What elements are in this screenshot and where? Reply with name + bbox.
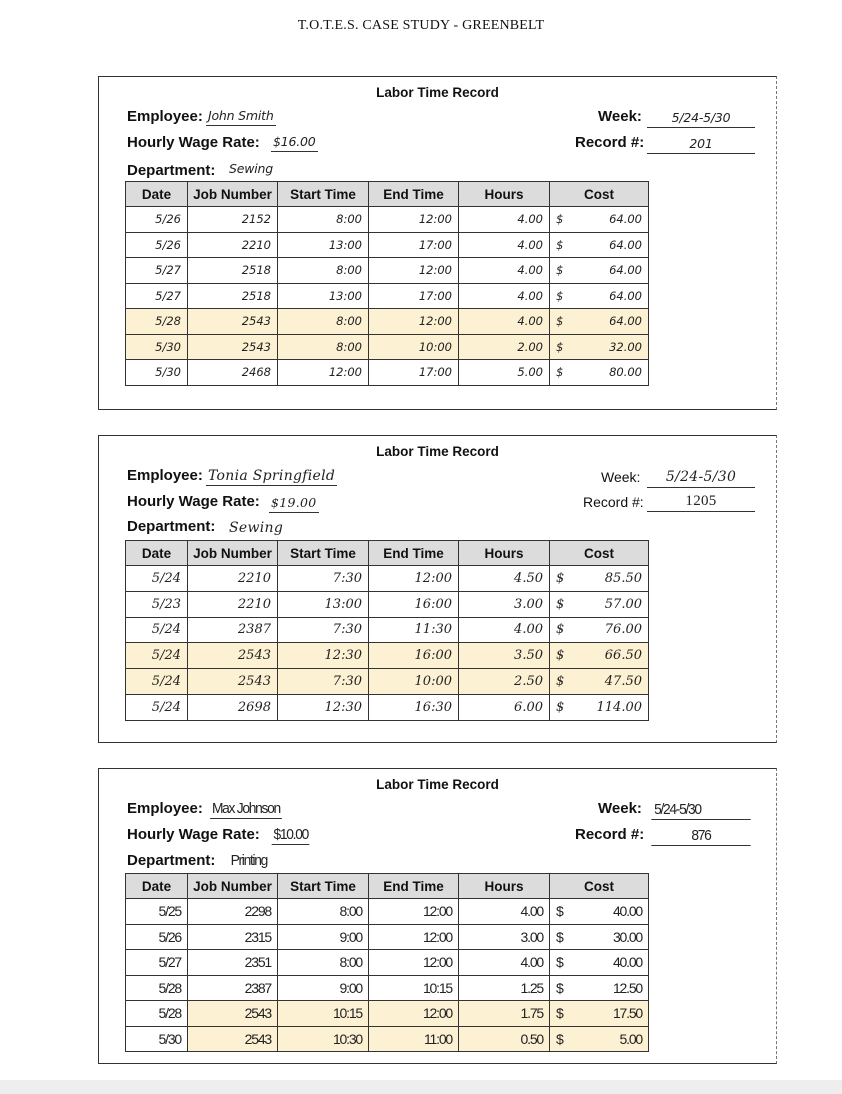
labor-time-record-2: [98, 435, 777, 743]
currency-symbol: $: [556, 648, 565, 664]
table-row: [126, 566, 649, 592]
table-row: [126, 950, 649, 976]
date-cell: 5/24: [126, 669, 188, 695]
page-title: T.O.T.E.S. CASE STUDY - GREENBELT: [297, 18, 545, 33]
column-header-end-time: End Time: [369, 874, 459, 899]
currency-symbol: $: [556, 954, 564, 971]
department-label: Department:: [127, 162, 216, 179]
column-header-hours: Hours: [459, 541, 550, 566]
currency-symbol: $: [556, 674, 565, 690]
table-header-row: [126, 874, 649, 899]
date-cell: 5/24: [126, 617, 188, 643]
table-row-highlighted: [126, 643, 649, 669]
department-value: Sewing: [229, 161, 273, 176]
hours-cell: 1.75: [459, 1001, 550, 1027]
table-row-highlighted: [126, 669, 649, 695]
cost-amount: 114.00: [596, 699, 642, 715]
currency-symbol: $: [556, 1005, 564, 1022]
currency-symbol: $: [556, 699, 565, 715]
hours-cell: 4.00: [459, 617, 550, 643]
job-number-cell: 2210: [188, 566, 278, 592]
cost-cell: [550, 950, 649, 976]
hours-cell: 6.00: [459, 694, 550, 720]
cost-amount: 64.00: [609, 237, 642, 252]
labor-table: [125, 873, 649, 1052]
table-row: [126, 899, 649, 925]
cost-amount: 40.00: [612, 903, 642, 920]
start-time-cell: 13:00: [278, 283, 369, 309]
hours-cell: 4.00: [459, 309, 550, 335]
cost-cell: [550, 566, 649, 592]
job-number-cell: 2152: [188, 207, 278, 233]
end-time-cell: 17:00: [369, 232, 459, 258]
job-number-cell: 2387: [188, 617, 278, 643]
cost-amount: 30.00: [612, 928, 642, 945]
record-number-value: 1205: [647, 492, 755, 512]
cost-cell: [550, 975, 649, 1001]
cost-cell: [550, 924, 649, 950]
start-time-cell: 7:30: [278, 669, 369, 695]
cost-amount: 40.00: [612, 954, 642, 971]
end-time-cell: 17:00: [369, 283, 459, 309]
table-row: [126, 694, 649, 720]
currency-symbol: $: [556, 288, 564, 303]
date-cell: 5/28: [126, 309, 188, 335]
hours-cell: 4.00: [459, 258, 550, 284]
currency-symbol: $: [556, 365, 564, 380]
job-number-cell: 2543: [188, 334, 278, 360]
currency-symbol: $: [556, 570, 565, 586]
start-time-cell: 13:00: [278, 232, 369, 258]
week-label: Week:: [598, 800, 642, 817]
hours-cell: 3.50: [459, 643, 550, 669]
job-number-cell: 2543: [188, 309, 278, 335]
start-time-cell: 9:00: [278, 975, 369, 1001]
start-time-cell: 8:00: [278, 207, 369, 233]
department-label: Department:: [127, 518, 216, 535]
cost-cell: [550, 643, 649, 669]
end-time-cell: 17:00: [369, 360, 459, 386]
currency-symbol: $: [556, 979, 564, 996]
table-row-highlighted: [126, 309, 649, 335]
column-header-cost: Cost: [550, 541, 649, 566]
table-header-row: [126, 182, 649, 207]
column-header-date: Date: [126, 182, 188, 207]
end-time-cell: 11:00: [369, 1026, 459, 1052]
labor-table: [125, 181, 649, 386]
week-value: 5/24-5/30: [647, 468, 755, 488]
currency-symbol: $: [556, 263, 564, 278]
cost-cell: [550, 694, 649, 720]
record-title: Labor Time Record: [376, 444, 499, 459]
record-number-label: Record #:: [575, 826, 645, 843]
hours-cell: 4.00: [459, 283, 550, 309]
date-cell: 5/26: [126, 924, 188, 950]
employee-label: Employee:: [127, 800, 203, 817]
currency-symbol: $: [556, 903, 564, 920]
table-row: [126, 283, 649, 309]
date-cell: 5/24: [126, 694, 188, 720]
job-number-cell: 2387: [188, 975, 278, 1001]
cost-amount: 76.00: [604, 622, 642, 638]
end-time-cell: 12:00: [369, 950, 459, 976]
start-time-cell: 8:00: [278, 258, 369, 284]
cost-amount: 5.00: [619, 1030, 642, 1047]
table-row-highlighted: [126, 334, 649, 360]
wage-value: $10.00: [273, 826, 308, 843]
hours-cell: 1.25: [459, 975, 550, 1001]
start-time-cell: 7:30: [278, 617, 369, 643]
end-time-cell: 12:00: [369, 566, 459, 592]
job-number-cell: 2543: [188, 1026, 278, 1052]
table-row: [126, 924, 649, 950]
cost-cell: [550, 1026, 649, 1052]
column-header-hours: Hours: [459, 182, 550, 207]
start-time-cell: 9:00: [278, 924, 369, 950]
column-header-start-time: Start Time: [278, 874, 369, 899]
start-time-cell: 13:00: [278, 591, 369, 617]
cost-amount: 64.00: [609, 288, 642, 303]
employee-value: John Smith: [206, 107, 276, 126]
hours-cell: 4.00: [459, 232, 550, 258]
end-time-cell: 16:30: [369, 694, 459, 720]
column-header-start-time: Start Time: [278, 182, 369, 207]
cost-amount: 64.00: [609, 263, 642, 278]
currency-symbol: $: [556, 928, 564, 945]
end-time-cell: 12:00: [369, 1001, 459, 1027]
employee-value: Tonia Springfield: [208, 468, 336, 484]
table-row: [126, 975, 649, 1001]
start-time-cell: 8:00: [278, 899, 369, 925]
page-bottom-strip: [0, 1080, 842, 1094]
job-number-cell: 2543: [188, 669, 278, 695]
start-time-cell: 8:00: [278, 334, 369, 360]
table-row: [126, 232, 649, 258]
end-time-cell: 12:00: [369, 207, 459, 233]
employee-value: Max Johnson: [211, 800, 280, 817]
record-number-label: Record #:: [575, 134, 645, 151]
end-time-cell: 12:00: [369, 258, 459, 284]
hours-cell: 3.00: [459, 591, 550, 617]
job-number-cell: 2351: [188, 950, 278, 976]
department-value: Printing: [230, 852, 268, 869]
table-row: [126, 617, 649, 643]
start-time-cell: 10:30: [278, 1026, 369, 1052]
employee-label: Employee:: [127, 108, 203, 125]
job-number-cell: 2210: [188, 591, 278, 617]
column-header-job-number: Job Number: [188, 182, 278, 207]
date-cell: 5/24: [126, 566, 188, 592]
hours-cell: 3.00: [459, 924, 550, 950]
date-cell: 5/27: [126, 258, 188, 284]
column-header-job-number: Job Number: [188, 541, 278, 566]
table-row: [126, 258, 649, 284]
job-number-cell: 2543: [188, 1001, 278, 1027]
start-time-cell: 12:30: [278, 643, 369, 669]
wage-value: $16.00: [271, 133, 318, 152]
cost-amount: 85.50: [604, 570, 642, 586]
column-header-end-time: End Time: [369, 541, 459, 566]
wage-label: Hourly Wage Rate:: [127, 134, 260, 151]
cost-cell: [550, 669, 649, 695]
date-cell: 5/25: [126, 899, 188, 925]
table-row-highlighted: [126, 1026, 649, 1052]
cost-amount: 32.00: [609, 339, 642, 354]
job-number-cell: 2468: [188, 360, 278, 386]
record-number-value: 201: [647, 134, 755, 154]
table-row: [126, 207, 649, 233]
table-header-row: [126, 541, 649, 566]
hours-cell: 4.00: [459, 950, 550, 976]
currency-symbol: $: [556, 212, 564, 227]
end-time-cell: 12:00: [369, 899, 459, 925]
column-header-date: Date: [126, 874, 188, 899]
end-time-cell: 10:00: [369, 669, 459, 695]
record-number-value: 876: [651, 826, 750, 846]
date-cell: 5/23: [126, 591, 188, 617]
hours-cell: 4.50: [459, 566, 550, 592]
cost-cell: [550, 232, 649, 258]
cost-cell: [550, 591, 649, 617]
wage-label: Hourly Wage Rate:: [127, 493, 260, 510]
end-time-cell: 10:00: [369, 334, 459, 360]
end-time-cell: 12:00: [369, 309, 459, 335]
table-row: [126, 591, 649, 617]
date-cell: 5/26: [126, 207, 188, 233]
job-number-cell: 2210: [188, 232, 278, 258]
currency-symbol: $: [556, 339, 564, 354]
date-cell: 5/28: [126, 1001, 188, 1027]
employee-label: Employee:: [127, 467, 203, 484]
hours-cell: 5.00: [459, 360, 550, 386]
job-number-cell: 2518: [188, 283, 278, 309]
column-header-end-time: End Time: [369, 182, 459, 207]
date-cell: 5/26: [126, 232, 188, 258]
labor-table: [125, 540, 649, 721]
cost-cell: [550, 360, 649, 386]
cost-amount: 66.50: [604, 648, 642, 664]
cost-amount: 80.00: [609, 365, 642, 380]
job-number-cell: 2518: [188, 258, 278, 284]
cost-amount: 47.50: [604, 674, 642, 690]
record-title: Labor Time Record: [376, 777, 499, 792]
currency-symbol: $: [556, 1030, 564, 1047]
cost-amount: 64.00: [609, 212, 642, 227]
record-title: Labor Time Record: [376, 85, 499, 100]
department-label: Department:: [127, 852, 216, 869]
column-header-start-time: Start Time: [278, 541, 369, 566]
start-time-cell: 7:30: [278, 566, 369, 592]
week-label: Week:: [601, 469, 641, 485]
hours-cell: 4.00: [459, 899, 550, 925]
job-number-cell: 2698: [188, 694, 278, 720]
hours-cell: 4.00: [459, 207, 550, 233]
cost-amount: 57.00: [604, 596, 642, 612]
hours-cell: 0.50: [459, 1026, 550, 1052]
week-value: 5/24-5/30: [647, 108, 755, 128]
cost-amount: 64.00: [609, 314, 642, 329]
start-time-cell: 12:00: [278, 360, 369, 386]
wage-value: $19.00: [269, 494, 319, 513]
labor-time-record-3: [98, 768, 777, 1064]
start-time-cell: 10:15: [278, 1001, 369, 1027]
record-number-label: Record #:: [583, 494, 644, 510]
wage-label: Hourly Wage Rate:: [127, 826, 260, 843]
table-row: [126, 360, 649, 386]
department-value: Sewing: [229, 520, 284, 536]
start-time-cell: 12:30: [278, 694, 369, 720]
column-header-cost: Cost: [550, 874, 649, 899]
currency-symbol: $: [556, 237, 564, 252]
currency-symbol: $: [556, 314, 564, 329]
cost-cell: [550, 258, 649, 284]
week-value: 5/24-5/30: [651, 800, 750, 820]
column-header-date: Date: [126, 541, 188, 566]
hours-cell: 2.50: [459, 669, 550, 695]
job-number-cell: 2298: [188, 899, 278, 925]
labor-time-record-1: [98, 76, 777, 410]
cost-amount: 17.50: [612, 1005, 642, 1022]
hours-cell: 2.00: [459, 334, 550, 360]
date-cell: 5/30: [126, 1026, 188, 1052]
currency-symbol: $: [556, 622, 565, 638]
column-header-cost: Cost: [550, 182, 649, 207]
date-cell: 5/30: [126, 360, 188, 386]
job-number-cell: 2543: [188, 643, 278, 669]
cost-cell: [550, 1001, 649, 1027]
date-cell: 5/24: [126, 643, 188, 669]
date-cell: 5/27: [126, 283, 188, 309]
table-row-highlighted: [126, 1001, 649, 1027]
end-time-cell: 16:00: [369, 591, 459, 617]
cost-cell: [550, 207, 649, 233]
start-time-cell: 8:00: [278, 950, 369, 976]
end-time-cell: 12:00: [369, 924, 459, 950]
column-header-hours: Hours: [459, 874, 550, 899]
date-cell: 5/28: [126, 975, 188, 1001]
currency-symbol: $: [556, 596, 565, 612]
cost-cell: [550, 899, 649, 925]
start-time-cell: 8:00: [278, 309, 369, 335]
date-cell: 5/30: [126, 334, 188, 360]
date-cell: 5/27: [126, 950, 188, 976]
cost-cell: [550, 283, 649, 309]
job-number-cell: 2315: [188, 924, 278, 950]
end-time-cell: 16:00: [369, 643, 459, 669]
cost-cell: [550, 617, 649, 643]
cost-amount: 12.50: [612, 979, 642, 996]
week-label: Week:: [598, 108, 642, 125]
column-header-job-number: Job Number: [188, 874, 278, 899]
cost-cell: [550, 309, 649, 335]
end-time-cell: 10:15: [369, 975, 459, 1001]
end-time-cell: 11:30: [369, 617, 459, 643]
cost-cell: [550, 334, 649, 360]
